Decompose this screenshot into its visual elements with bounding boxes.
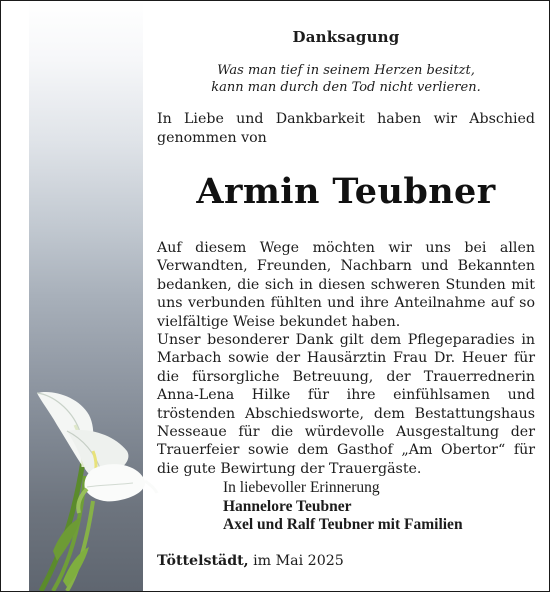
body-paragraph: Auf diesem Wege möchten wir uns bei allen Verwandten, Freunden, Nachbarn und Bekannten bedanken, die sich in diesen schweren Stunden mit uns verbunden fühlten und ihre Anteilnahme auf so vielfältige Weise bekundet haben. [157, 240, 535, 330]
quote-line: kann man durch den Tod nicht verlieren. [211, 80, 481, 95]
quote [157, 62, 535, 96]
heading: Danksagung [292, 28, 400, 46]
signatory-name: Hannelore Teubner [223, 497, 352, 515]
intro-text: In Liebe und Dankbarkeit haben wir Abschied genommen von [157, 111, 535, 146]
body-paragraph: Unser besonderer Dank gilt dem Pflegeparadies in Marbach sowie der Hausärztin Frau Dr. Heuer für die fürsorgliche Betreuung, der Trauerrednerin Anna-Lena Hilke für ihre einfühlsamen und tröstenden Abschiedsworte, dem Bestattungshaus Nesseaue für die würdevolle Ausgestaltung der Trauerfeier sowie dem Gasthof „Am Obertor“ für die gute Bewirtung der Trauergäste. [157, 332, 535, 477]
place: Töttelstädt, [157, 553, 249, 569]
calla-lily-flower-icon [23, 381, 163, 591]
date: im Mai 2025 [253, 553, 344, 569]
closing-block [223, 479, 463, 535]
signatory-name: Axel und Ralf Teubner mit Familien [223, 516, 463, 534]
body-text [157, 239, 535, 478]
closing-phrase: In liebevoller Erinnerung [223, 479, 380, 496]
quote-line: Was man tief in seinem Herzen besitzt, [217, 63, 475, 78]
deceased-name: Armin Teubner [196, 171, 496, 212]
place-date [157, 553, 344, 569]
